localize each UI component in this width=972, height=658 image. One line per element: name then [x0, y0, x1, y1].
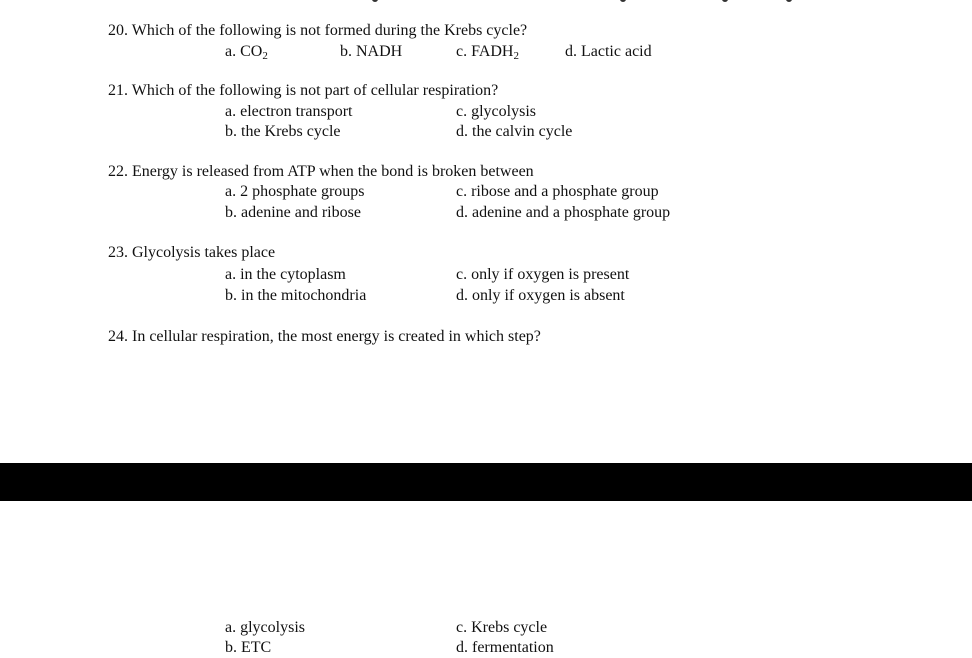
question-24-option-b: b. ETC [225, 639, 272, 656]
question-20-option-a [225, 42, 268, 63]
question-23-option-a: a. in the cytoplasm [225, 266, 346, 283]
question-24-option-d: d. fermentation [456, 639, 554, 656]
question-24-text: 24. In cellular respiration, the most energy is created in which step? [108, 328, 541, 345]
question-21-option-c: c. glycolysis [456, 103, 536, 120]
question-22-option-a: a. 2 phosphate groups [225, 183, 365, 200]
subscript-2: 2 [262, 50, 268, 62]
subscript-2: 2 [513, 50, 519, 62]
question-23-option-c: c. only if oxygen is present [456, 266, 630, 283]
question-22-option-b: b. adenine and ribose [225, 204, 361, 221]
question-23-text: 23. Glycolysis takes place [108, 244, 276, 261]
option-c-label: c. FADH [456, 43, 514, 60]
question-21-option-b: b. the Krebs cycle [225, 123, 341, 140]
question-20-option-b: b. NADH [340, 43, 403, 60]
option-a-label: a. CO [225, 43, 263, 60]
question-24-option-c: c. Krebs cycle [456, 619, 548, 636]
question-22-option-d: d. adenine and a phosphate group [456, 204, 671, 221]
question-23-option-d: d. only if oxygen is absent [456, 287, 625, 304]
redaction-bar [0, 463, 972, 501]
question-20-option-d: d. Lactic acid [565, 43, 652, 60]
question-20-text: 20. Which of the following is not formed during the Krebs cycle? [108, 22, 528, 39]
question-21-text: 21. Which of the following is not part of cellular respiration? [108, 82, 499, 99]
question-23-option-b: b. in the mitochondria [225, 287, 367, 304]
question-21-option-d: d. the calvin cycle [456, 123, 573, 140]
question-20-option-c [456, 42, 519, 63]
question-22-option-c: c. ribose and a phosphate group [456, 183, 659, 200]
question-21-option-a: a. electron transport [225, 103, 353, 120]
question-22-text: 22. Energy is released from ATP when the bond is broken between [108, 163, 534, 180]
question-24-option-a: a. glycolysis [225, 619, 305, 636]
cropped-previous-line [0, 0, 972, 3]
